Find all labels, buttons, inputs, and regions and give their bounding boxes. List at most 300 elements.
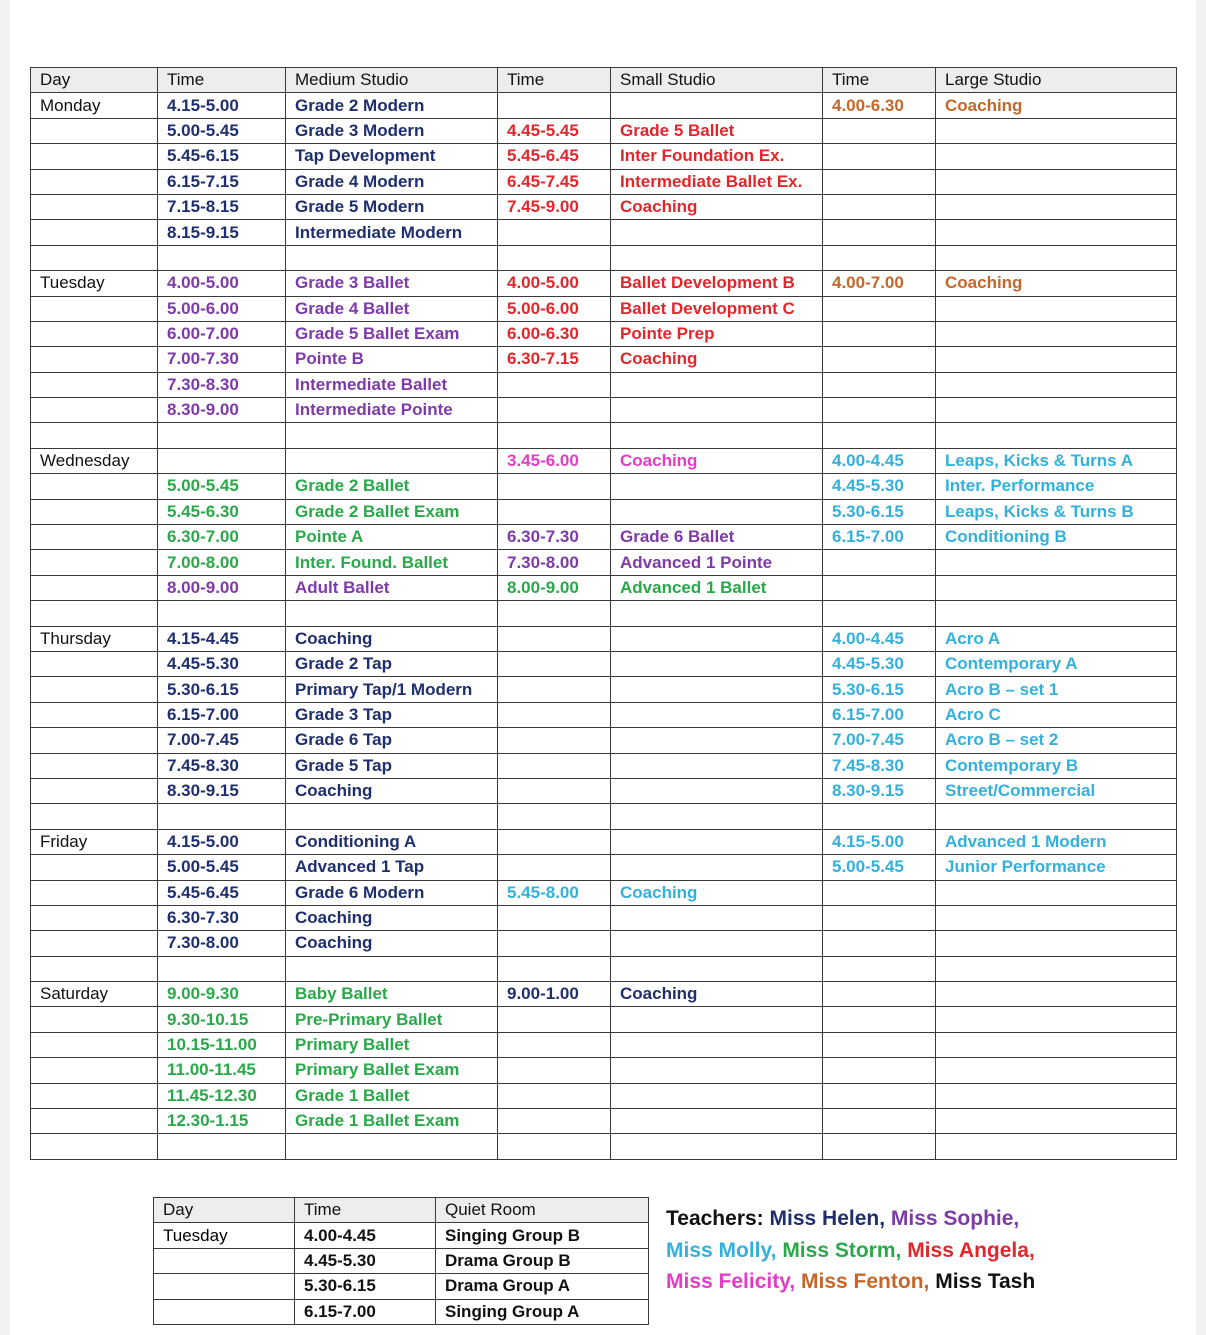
quiet-room-row bbox=[154, 1299, 649, 1324]
timetable-row bbox=[31, 778, 1177, 803]
small-class-cell bbox=[611, 398, 823, 423]
large-time-cell bbox=[823, 1058, 936, 1083]
small-time-cell: 4.00-5.00 bbox=[498, 271, 611, 296]
small-class-cell bbox=[611, 220, 823, 245]
medium-time-cell: 5.30-6.15 bbox=[158, 677, 286, 702]
large-time-cell bbox=[823, 880, 936, 905]
small-class-cell: Ballet Development C bbox=[611, 296, 823, 321]
medium-class-cell: Grade 3 Modern bbox=[286, 118, 498, 143]
medium-time-cell: 4.15-5.00 bbox=[158, 93, 286, 118]
small-time-cell: 6.45-7.45 bbox=[498, 169, 611, 194]
timetable-row bbox=[31, 448, 1177, 473]
timetable-page bbox=[10, 0, 1196, 1335]
quiet-day-cell bbox=[154, 1248, 295, 1273]
day-cell bbox=[31, 296, 158, 321]
large-time-cell: 4.45-5.30 bbox=[823, 651, 936, 676]
timetable-row bbox=[31, 1032, 1177, 1057]
small-class-cell: Advanced 1 Pointe bbox=[611, 550, 823, 575]
timetable-row bbox=[31, 118, 1177, 143]
small-class-cell: Coaching bbox=[611, 194, 823, 219]
timetable-row bbox=[31, 982, 1177, 1007]
medium-class-cell: Coaching bbox=[286, 778, 498, 803]
day-cell bbox=[31, 651, 158, 676]
medium-class-cell: Intermediate Ballet bbox=[286, 372, 498, 397]
large-class-cell: Acro B – set 1 bbox=[936, 677, 1177, 702]
medium-class-cell: Grade 5 Ballet Exam bbox=[286, 321, 498, 346]
day-cell bbox=[31, 1134, 158, 1159]
large-time-cell bbox=[823, 245, 936, 270]
small-time-cell bbox=[498, 905, 611, 930]
day-cell bbox=[31, 372, 158, 397]
small-class-cell bbox=[611, 601, 823, 626]
medium-time-cell bbox=[158, 956, 286, 981]
medium-class-cell: Grade 2 Ballet Exam bbox=[286, 499, 498, 524]
teacher-name: Miss Helen, bbox=[769, 1207, 886, 1230]
small-class-cell bbox=[611, 372, 823, 397]
large-class-cell bbox=[936, 905, 1177, 930]
large-time-cell: 8.30-9.15 bbox=[823, 778, 936, 803]
large-class-cell: Coaching bbox=[936, 93, 1177, 118]
medium-time-cell bbox=[158, 448, 286, 473]
medium-class-cell: Grade 6 Modern bbox=[286, 880, 498, 905]
large-class-cell bbox=[936, 1083, 1177, 1108]
medium-class-cell: Pointe A bbox=[286, 525, 498, 550]
small-time-cell bbox=[498, 1134, 611, 1159]
teacher-name: Miss Sophie, bbox=[890, 1207, 1020, 1230]
small-class-cell: Grade 5 Ballet bbox=[611, 118, 823, 143]
medium-class-cell bbox=[286, 448, 498, 473]
day-cell bbox=[31, 118, 158, 143]
day-cell bbox=[31, 677, 158, 702]
large-class-cell: Contemporary A bbox=[936, 651, 1177, 676]
small-class-cell bbox=[611, 1032, 823, 1057]
timetable-row bbox=[31, 347, 1177, 372]
timetable-row bbox=[31, 1109, 1177, 1134]
large-class-cell bbox=[936, 931, 1177, 956]
small-time-cell bbox=[498, 829, 611, 854]
large-time-cell: 7.00-7.45 bbox=[823, 728, 936, 753]
large-class-cell bbox=[936, 575, 1177, 600]
medium-class-cell: Grade 1 Ballet Exam bbox=[286, 1109, 498, 1134]
timetable-row bbox=[31, 905, 1177, 930]
small-class-cell bbox=[611, 804, 823, 829]
small-time-cell bbox=[498, 753, 611, 778]
day-cell bbox=[31, 778, 158, 803]
medium-time-cell: 5.45-6.45 bbox=[158, 880, 286, 905]
large-class-cell: Street/Commercial bbox=[936, 778, 1177, 803]
quiet-time-cell: 4.45-5.30 bbox=[295, 1248, 436, 1273]
large-time-cell bbox=[823, 982, 936, 1007]
medium-class-cell: Inter. Found. Ballet bbox=[286, 550, 498, 575]
large-time-cell bbox=[823, 550, 936, 575]
small-class-cell bbox=[611, 1109, 823, 1134]
medium-class-cell: Adult Ballet bbox=[286, 575, 498, 600]
teachers-legend bbox=[666, 1203, 1186, 1298]
medium-time-cell: 5.00-5.45 bbox=[158, 474, 286, 499]
medium-class-cell: Grade 4 Ballet bbox=[286, 296, 498, 321]
medium-time-cell: 4.15-4.45 bbox=[158, 626, 286, 651]
small-time-cell: 6.00-6.30 bbox=[498, 321, 611, 346]
large-time-cell: 4.00-4.45 bbox=[823, 626, 936, 651]
large-class-cell: Junior Performance bbox=[936, 855, 1177, 880]
day-cell bbox=[31, 728, 158, 753]
small-class-cell bbox=[611, 931, 823, 956]
large-time-cell: 4.45-5.30 bbox=[823, 474, 936, 499]
quiet-time-cell: 6.15-7.00 bbox=[295, 1299, 436, 1324]
quiet-header-row bbox=[154, 1198, 649, 1223]
large-class-cell: Acro B – set 2 bbox=[936, 728, 1177, 753]
day-cell bbox=[31, 1007, 158, 1032]
day-cell bbox=[31, 321, 158, 346]
large-time-cell: 6.15-7.00 bbox=[823, 525, 936, 550]
day-cell: Friday bbox=[31, 829, 158, 854]
medium-time-cell: 4.00-5.00 bbox=[158, 271, 286, 296]
large-class-cell bbox=[936, 880, 1177, 905]
small-time-cell bbox=[498, 1007, 611, 1032]
medium-time-cell: 8.00-9.00 bbox=[158, 575, 286, 600]
medium-time-cell: 9.30-10.15 bbox=[158, 1007, 286, 1032]
large-time-cell: 7.45-8.30 bbox=[823, 753, 936, 778]
small-class-cell bbox=[611, 677, 823, 702]
medium-time-cell: 5.45-6.15 bbox=[158, 144, 286, 169]
day-cell bbox=[31, 525, 158, 550]
large-time-cell bbox=[823, 601, 936, 626]
day-cell: Thursday bbox=[31, 626, 158, 651]
timetable-row bbox=[31, 220, 1177, 245]
large-class-cell bbox=[936, 601, 1177, 626]
large-time-cell bbox=[823, 931, 936, 956]
timetable-row bbox=[31, 829, 1177, 854]
small-time-cell bbox=[498, 372, 611, 397]
medium-class-cell: Baby Ballet bbox=[286, 982, 498, 1007]
day-cell bbox=[31, 194, 158, 219]
small-time-cell bbox=[498, 245, 611, 270]
small-time-cell bbox=[498, 474, 611, 499]
quiet-room-row bbox=[154, 1274, 649, 1299]
medium-time-cell bbox=[158, 601, 286, 626]
small-time-cell bbox=[498, 220, 611, 245]
large-class-cell bbox=[936, 1134, 1177, 1159]
large-time-cell bbox=[823, 1083, 936, 1108]
day-cell bbox=[31, 499, 158, 524]
small-time-cell: 7.30-8.00 bbox=[498, 550, 611, 575]
timetable-row bbox=[31, 321, 1177, 346]
small-time-cell: 4.45-5.45 bbox=[498, 118, 611, 143]
small-time-cell bbox=[498, 702, 611, 727]
quiet-header-day: Day bbox=[154, 1198, 295, 1223]
header-small-time: Time bbox=[498, 68, 611, 93]
small-time-cell bbox=[498, 804, 611, 829]
medium-class-cell: Grade 5 Modern bbox=[286, 194, 498, 219]
quiet-day-cell: Tuesday bbox=[154, 1223, 295, 1248]
large-time-cell bbox=[823, 804, 936, 829]
large-class-cell bbox=[936, 144, 1177, 169]
medium-time-cell: 7.30-8.30 bbox=[158, 372, 286, 397]
small-class-cell: Intermediate Ballet Ex. bbox=[611, 169, 823, 194]
small-time-cell bbox=[498, 1109, 611, 1134]
medium-time-cell: 6.30-7.00 bbox=[158, 525, 286, 550]
medium-time-cell bbox=[158, 804, 286, 829]
medium-time-cell: 11.00-11.45 bbox=[158, 1058, 286, 1083]
small-class-cell bbox=[611, 778, 823, 803]
small-time-cell: 6.30-7.15 bbox=[498, 347, 611, 372]
day-cell bbox=[31, 398, 158, 423]
small-time-cell: 5.00-6.00 bbox=[498, 296, 611, 321]
large-time-cell bbox=[823, 144, 936, 169]
large-class-cell bbox=[936, 1058, 1177, 1083]
day-cell bbox=[31, 956, 158, 981]
quiet-day-cell bbox=[154, 1299, 295, 1324]
small-class-cell bbox=[611, 905, 823, 930]
large-class-cell bbox=[936, 550, 1177, 575]
large-class-cell bbox=[936, 321, 1177, 346]
timetable-header-row bbox=[31, 68, 1177, 93]
medium-class-cell: Grade 5 Tap bbox=[286, 753, 498, 778]
large-class-cell: Inter. Performance bbox=[936, 474, 1177, 499]
medium-class-cell: Primary Ballet bbox=[286, 1032, 498, 1057]
medium-class-cell: Intermediate Modern bbox=[286, 220, 498, 245]
large-class-cell: Acro A bbox=[936, 626, 1177, 651]
teacher-name: Miss Storm, bbox=[782, 1238, 902, 1262]
day-cell bbox=[31, 880, 158, 905]
header-medium-studio: Medium Studio bbox=[286, 68, 498, 93]
day-cell bbox=[31, 575, 158, 600]
small-class-cell: Pointe Prep bbox=[611, 321, 823, 346]
large-class-cell bbox=[936, 1007, 1177, 1032]
small-class-cell bbox=[611, 956, 823, 981]
medium-time-cell: 8.30-9.00 bbox=[158, 398, 286, 423]
medium-time-cell bbox=[158, 1134, 286, 1159]
small-time-cell bbox=[498, 651, 611, 676]
timetable-row bbox=[31, 728, 1177, 753]
large-time-cell bbox=[823, 220, 936, 245]
medium-time-cell: 5.00-6.00 bbox=[158, 296, 286, 321]
medium-class-cell bbox=[286, 956, 498, 981]
medium-class-cell: Grade 1 Ballet bbox=[286, 1083, 498, 1108]
large-time-cell bbox=[823, 194, 936, 219]
day-cell bbox=[31, 423, 158, 448]
timetable-row bbox=[31, 575, 1177, 600]
small-time-cell bbox=[498, 778, 611, 803]
header-medium-time: Time bbox=[158, 68, 286, 93]
timetable-row bbox=[31, 245, 1177, 270]
small-time-cell: 8.00-9.00 bbox=[498, 575, 611, 600]
medium-time-cell: 4.15-5.00 bbox=[158, 829, 286, 854]
timetable-body bbox=[31, 93, 1177, 1159]
timetable-row bbox=[31, 1083, 1177, 1108]
small-time-cell bbox=[498, 499, 611, 524]
large-time-cell bbox=[823, 956, 936, 981]
medium-time-cell: 5.00-5.45 bbox=[158, 118, 286, 143]
small-time-cell bbox=[498, 956, 611, 981]
quiet-room-row bbox=[154, 1223, 649, 1248]
medium-class-cell: Grade 2 Tap bbox=[286, 651, 498, 676]
small-time-cell bbox=[498, 93, 611, 118]
timetable-row bbox=[31, 499, 1177, 524]
medium-class-cell: Coaching bbox=[286, 905, 498, 930]
large-class-cell bbox=[936, 804, 1177, 829]
small-class-cell: Inter Foundation Ex. bbox=[611, 144, 823, 169]
medium-class-cell: Coaching bbox=[286, 626, 498, 651]
medium-class-cell bbox=[286, 1134, 498, 1159]
large-time-cell bbox=[823, 1032, 936, 1057]
medium-time-cell: 5.00-5.45 bbox=[158, 855, 286, 880]
large-class-cell bbox=[936, 1109, 1177, 1134]
medium-time-cell: 6.15-7.00 bbox=[158, 702, 286, 727]
timetable-row bbox=[31, 1058, 1177, 1083]
medium-time-cell: 6.15-7.15 bbox=[158, 169, 286, 194]
timetable-row bbox=[31, 144, 1177, 169]
timetable-row bbox=[31, 880, 1177, 905]
day-cell bbox=[31, 1109, 158, 1134]
large-class-cell bbox=[936, 982, 1177, 1007]
medium-time-cell: 12.30-1.15 bbox=[158, 1109, 286, 1134]
large-time-cell bbox=[823, 347, 936, 372]
medium-time-cell: 6.00-7.00 bbox=[158, 321, 286, 346]
medium-class-cell bbox=[286, 423, 498, 448]
small-class-cell bbox=[611, 1083, 823, 1108]
timetable-row bbox=[31, 550, 1177, 575]
teachers-label: Teachers: bbox=[666, 1207, 764, 1230]
small-time-cell bbox=[498, 1032, 611, 1057]
small-class-cell: Ballet Development B bbox=[611, 271, 823, 296]
large-class-cell bbox=[936, 347, 1177, 372]
medium-time-cell bbox=[158, 245, 286, 270]
timetable-row bbox=[31, 702, 1177, 727]
medium-class-cell: Intermediate Pointe bbox=[286, 398, 498, 423]
small-class-cell bbox=[611, 728, 823, 753]
small-class-cell bbox=[611, 702, 823, 727]
quiet-day-cell bbox=[154, 1274, 295, 1299]
medium-class-cell: Primary Tap/1 Modern bbox=[286, 677, 498, 702]
timetable-row bbox=[31, 804, 1177, 829]
large-time-cell bbox=[823, 118, 936, 143]
day-cell: Saturday bbox=[31, 982, 158, 1007]
timetable-row bbox=[31, 194, 1177, 219]
small-time-cell bbox=[498, 728, 611, 753]
day-cell bbox=[31, 905, 158, 930]
day-cell bbox=[31, 550, 158, 575]
small-time-cell bbox=[498, 601, 611, 626]
small-class-cell bbox=[611, 829, 823, 854]
large-time-cell bbox=[823, 321, 936, 346]
quiet-time-cell: 4.00-4.45 bbox=[295, 1223, 436, 1248]
day-cell bbox=[31, 753, 158, 778]
header-large-studio: Large Studio bbox=[936, 68, 1177, 93]
large-class-cell bbox=[936, 296, 1177, 321]
large-time-cell bbox=[823, 296, 936, 321]
medium-class-cell: Grade 3 Tap bbox=[286, 702, 498, 727]
large-class-cell bbox=[936, 220, 1177, 245]
timetable-row bbox=[31, 398, 1177, 423]
large-class-cell bbox=[936, 956, 1177, 981]
large-class-cell: Coaching bbox=[936, 271, 1177, 296]
medium-class-cell: Conditioning A bbox=[286, 829, 498, 854]
medium-class-cell bbox=[286, 601, 498, 626]
timetable-row bbox=[31, 626, 1177, 651]
timetable-row bbox=[31, 1134, 1177, 1159]
timetable-row bbox=[31, 423, 1177, 448]
small-time-cell bbox=[498, 1058, 611, 1083]
small-class-cell bbox=[611, 93, 823, 118]
small-class-cell bbox=[611, 1134, 823, 1159]
small-time-cell: 9.00-1.00 bbox=[498, 982, 611, 1007]
small-class-cell bbox=[611, 626, 823, 651]
medium-class-cell bbox=[286, 245, 498, 270]
large-time-cell: 5.30-6.15 bbox=[823, 677, 936, 702]
teacher-name: Miss Molly, bbox=[666, 1238, 777, 1262]
timetable-row bbox=[31, 169, 1177, 194]
quiet-class-cell: Singing Group A bbox=[436, 1299, 649, 1324]
large-time-cell bbox=[823, 169, 936, 194]
medium-class-cell: Primary Ballet Exam bbox=[286, 1058, 498, 1083]
large-time-cell: 4.00-6.30 bbox=[823, 93, 936, 118]
large-time-cell bbox=[823, 905, 936, 930]
day-cell bbox=[31, 702, 158, 727]
quiet-header-room: Quiet Room bbox=[436, 1198, 649, 1223]
large-time-cell bbox=[823, 575, 936, 600]
small-class-cell bbox=[611, 423, 823, 448]
header-large-time: Time bbox=[823, 68, 936, 93]
large-time-cell: 4.15-5.00 bbox=[823, 829, 936, 854]
timetable-row bbox=[31, 372, 1177, 397]
large-time-cell: 4.00-7.00 bbox=[823, 271, 936, 296]
small-time-cell bbox=[498, 855, 611, 880]
small-class-cell: Coaching bbox=[611, 880, 823, 905]
small-time-cell bbox=[498, 423, 611, 448]
large-class-cell bbox=[936, 169, 1177, 194]
teacher-name: Miss Tash bbox=[935, 1270, 1036, 1293]
small-class-cell: Advanced 1 Ballet bbox=[611, 575, 823, 600]
large-class-cell: Leaps, Kicks & Turns B bbox=[936, 499, 1177, 524]
small-time-cell bbox=[498, 1083, 611, 1108]
timetable-row bbox=[31, 296, 1177, 321]
quiet-room-timetable bbox=[153, 1197, 649, 1325]
quiet-room-row bbox=[154, 1248, 649, 1273]
large-class-cell: Advanced 1 Modern bbox=[936, 829, 1177, 854]
medium-time-cell: 7.15-8.15 bbox=[158, 194, 286, 219]
medium-time-cell: 5.45-6.30 bbox=[158, 499, 286, 524]
small-time-cell: 6.30-7.30 bbox=[498, 525, 611, 550]
medium-time-cell: 10.15-11.00 bbox=[158, 1032, 286, 1057]
medium-class-cell: Coaching bbox=[286, 931, 498, 956]
large-class-cell bbox=[936, 1032, 1177, 1057]
medium-class-cell: Pre-Primary Ballet bbox=[286, 1007, 498, 1032]
timetable-row bbox=[31, 601, 1177, 626]
medium-time-cell: 7.30-8.00 bbox=[158, 931, 286, 956]
medium-time-cell: 6.30-7.30 bbox=[158, 905, 286, 930]
quiet-class-cell: Drama Group B bbox=[436, 1248, 649, 1273]
small-time-cell bbox=[498, 626, 611, 651]
large-class-cell: Acro C bbox=[936, 702, 1177, 727]
day-cell bbox=[31, 474, 158, 499]
large-class-cell: Contemporary B bbox=[936, 753, 1177, 778]
day-cell: Tuesday bbox=[31, 271, 158, 296]
day-cell bbox=[31, 169, 158, 194]
large-time-cell bbox=[823, 372, 936, 397]
small-time-cell: 5.45-8.00 bbox=[498, 880, 611, 905]
timetable-row bbox=[31, 753, 1177, 778]
large-time-cell bbox=[823, 398, 936, 423]
day-cell bbox=[31, 245, 158, 270]
medium-class-cell bbox=[286, 804, 498, 829]
large-class-cell bbox=[936, 118, 1177, 143]
small-time-cell: 3.45-6.00 bbox=[498, 448, 611, 473]
large-time-cell bbox=[823, 423, 936, 448]
header-small-studio: Small Studio bbox=[611, 68, 823, 93]
small-class-cell: Coaching bbox=[611, 347, 823, 372]
medium-time-cell: 8.30-9.15 bbox=[158, 778, 286, 803]
